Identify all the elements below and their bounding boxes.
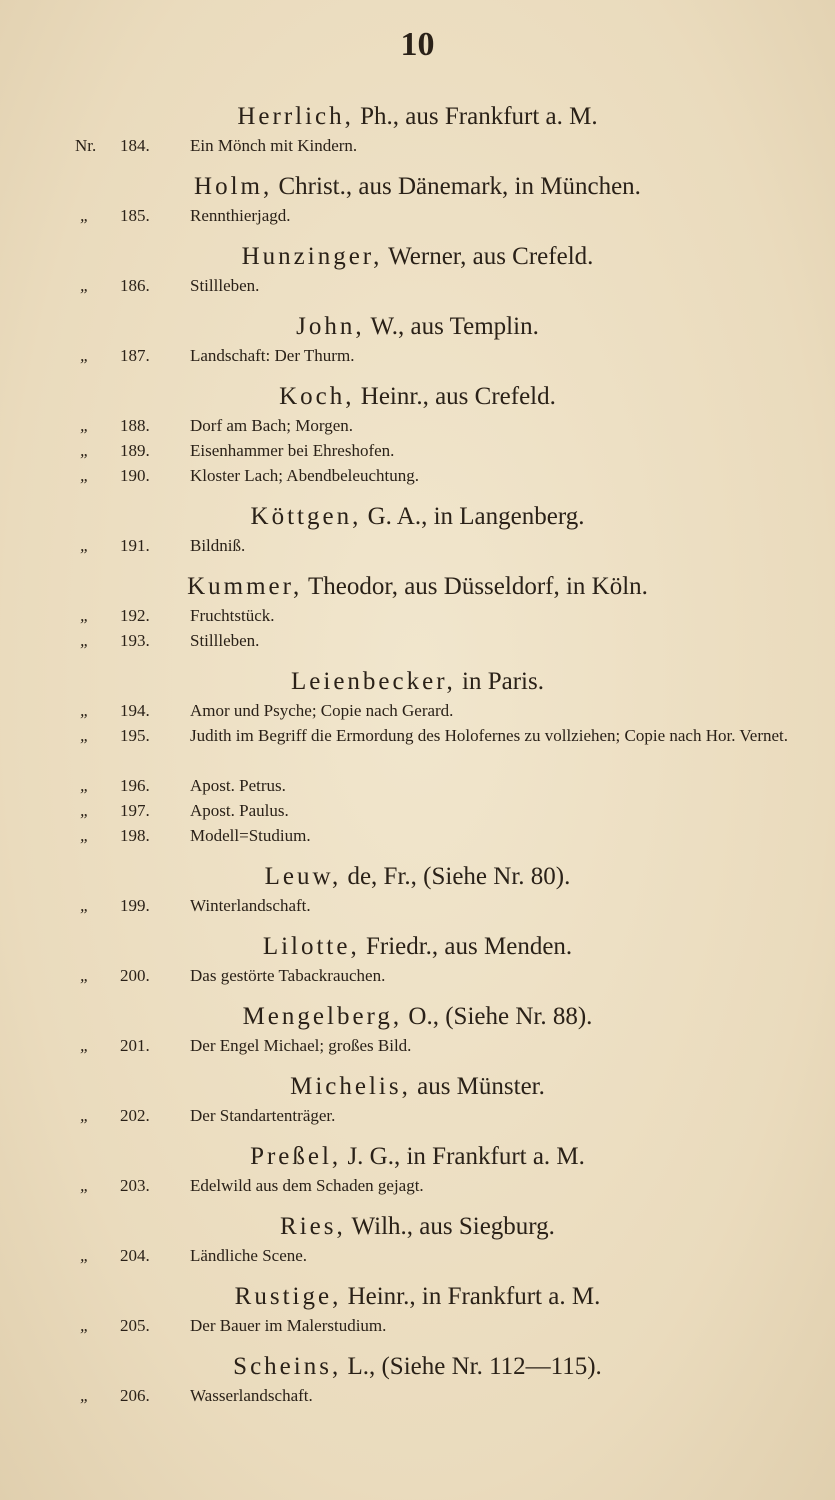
artist-details: Christ., aus Dänemark, in München. (272, 173, 641, 200)
entry-number: 189. (120, 441, 150, 460)
work-entry (0, 413, 835, 438)
artist-heading (0, 310, 835, 343)
entry-number: 194. (120, 701, 150, 720)
entry-number: 206. (120, 1386, 150, 1405)
work-title: Der Bauer im Malerstudium. (190, 1316, 387, 1335)
work-entry (0, 823, 835, 848)
artist-surname: Leuw, (264, 863, 342, 890)
artist-details: in Paris. (455, 668, 544, 695)
entry-prefix: „ (80, 276, 90, 295)
artist-surname: Holm, (194, 173, 273, 200)
work-title: Stillleben. (190, 276, 260, 295)
artist-surname: Mengelberg, (242, 1003, 403, 1030)
work-entry (0, 893, 835, 918)
artist-surname: Ries, (280, 1213, 346, 1240)
work-title: Das gestörte Tabackrauchen. (190, 966, 386, 985)
artist-heading (0, 1000, 835, 1033)
entry-prefix: „ (80, 631, 90, 650)
entry-number: 196. (120, 776, 150, 795)
work-entry (0, 1173, 835, 1198)
work-entry (0, 343, 835, 368)
artist-surname: Koch, (279, 383, 355, 410)
artist-details: L., (Siehe Nr. 112—115). (341, 1353, 602, 1380)
entry-prefix: „ (80, 701, 90, 720)
work-title: Ländliche Scene. (190, 1246, 308, 1265)
entry-prefix: „ (80, 206, 90, 225)
entry-prefix: „ (80, 896, 90, 915)
artist-heading (0, 1070, 835, 1103)
work-entry (0, 603, 835, 628)
entry-prefix: „ (80, 606, 90, 625)
artist-details: Ph., aus Frankfurt a. M. (353, 103, 598, 130)
entry-number: 190. (120, 466, 150, 485)
work-entry (0, 533, 835, 558)
entry-number: 199. (120, 896, 150, 915)
artist-details: de, Fr., (Siehe Nr. 80). (341, 863, 571, 890)
entry-number: 200. (120, 966, 150, 985)
artist-surname: Köttgen, (250, 503, 362, 530)
artist-heading (0, 240, 835, 273)
work-entry (0, 1243, 835, 1268)
artist-details: Heinr., aus Crefeld. (354, 383, 556, 410)
artist-heading (0, 100, 835, 133)
entry-number: 205. (120, 1316, 150, 1335)
entry-prefix: „ (80, 1176, 90, 1195)
artist-surname: Scheins, (233, 1353, 342, 1380)
work-title: Edelwild aus dem Schaden gejagt. (190, 1176, 424, 1195)
entry-prefix: „ (80, 346, 90, 365)
entry-number: 195. (120, 726, 150, 745)
artist-details: Theodor, aus Düsseldorf, in Köln. (302, 573, 648, 600)
artist-surname: Leienbecker, (291, 668, 456, 695)
work-entry (0, 773, 835, 798)
artist-surname: John, (296, 313, 365, 340)
work-entry (0, 463, 835, 488)
work-entry (0, 1103, 835, 1128)
work-title: Fruchtstück. (190, 606, 275, 625)
artist-heading (0, 930, 835, 963)
artist-surname: Herrlich, (237, 103, 354, 130)
work-entry (0, 273, 835, 298)
work-title: Wasserlandschaft. (190, 1386, 313, 1405)
artist-surname: Preßel, (250, 1143, 342, 1170)
entry-prefix: Nr. (75, 136, 97, 155)
entry-number: 188. (120, 416, 150, 435)
artist-surname: Lilotte, (262, 933, 360, 960)
work-entry (0, 723, 835, 773)
artist-details: Wilh., aus Siegburg. (345, 1213, 555, 1240)
entry-number: 184. (120, 136, 150, 155)
entry-number: 186. (120, 276, 150, 295)
work-title: Rennthierjagd. (190, 206, 291, 225)
work-entry (0, 1313, 835, 1338)
artist-surname: Rustige, (234, 1283, 342, 1310)
artist-details: G. A., in Langenberg. (361, 503, 585, 530)
entry-prefix: „ (80, 1386, 90, 1405)
artist-details: aus Münster. (410, 1073, 545, 1100)
artist-details: Friedr., aus Menden. (359, 933, 573, 960)
entry-prefix: „ (80, 776, 90, 795)
entry-number: 187. (120, 346, 150, 365)
artist-heading (0, 500, 835, 533)
work-entry (0, 628, 835, 653)
artist-heading (0, 1280, 835, 1313)
work-entry (0, 963, 835, 988)
artist-details: Werner, aus Crefeld. (382, 243, 594, 270)
entry-prefix: „ (80, 536, 90, 555)
work-entry (0, 133, 835, 158)
work-entry (0, 798, 835, 823)
artist-surname: Michelis, (290, 1073, 411, 1100)
work-entry (0, 203, 835, 228)
artist-heading (0, 860, 835, 893)
work-entry (0, 1033, 835, 1058)
entry-prefix: „ (80, 466, 90, 485)
artist-heading (0, 380, 835, 413)
artist-details: O., (Siehe Nr. 88). (402, 1003, 593, 1030)
page-number: 10 (400, 26, 435, 63)
work-title: Der Standartenträger. (190, 1106, 336, 1125)
entry-prefix: „ (80, 1316, 90, 1335)
entry-prefix: „ (80, 726, 90, 745)
entry-number: 185. (120, 206, 150, 225)
entry-number: 202. (120, 1106, 150, 1125)
entry-number: 191. (120, 536, 150, 555)
artist-details: Heinr., in Frankfurt a. M. (341, 1283, 601, 1310)
work-title: Dorf am Bach; Morgen. (190, 416, 354, 435)
artist-entries (0, 100, 835, 1408)
work-entry (0, 698, 835, 723)
entry-number: 198. (120, 826, 150, 845)
artist-heading (0, 170, 835, 203)
entry-prefix: „ (80, 966, 90, 985)
work-entry (0, 438, 835, 463)
entry-number: 193. (120, 631, 150, 650)
work-title: Stillleben. (190, 631, 260, 650)
artist-surname: Hunzinger, (241, 243, 383, 270)
entry-number: 197. (120, 801, 150, 820)
entry-number: 201. (120, 1036, 150, 1055)
entry-prefix: „ (80, 1246, 90, 1265)
entry-prefix: „ (80, 1036, 90, 1055)
artist-heading (0, 1140, 835, 1173)
entry-prefix: „ (80, 801, 90, 820)
artist-heading (0, 1350, 835, 1383)
entry-number: 204. (120, 1246, 150, 1265)
work-entry (0, 1383, 835, 1408)
work-title: Bildniß. (190, 536, 246, 555)
artist-details: J. G., in Frankfurt a. M. (341, 1143, 585, 1170)
artist-heading (0, 570, 835, 603)
artist-heading (0, 1210, 835, 1243)
work-title: Ein Mönch mit Kindern. (190, 136, 358, 155)
entry-prefix: „ (80, 416, 90, 435)
work-title: Amor und Psyche; Copie nach Gerard. (190, 701, 454, 720)
work-title: Winterlandschaft. (190, 896, 311, 915)
work-title: Eisenhammer bei Ehreshofen. (190, 441, 395, 460)
work-title: Apost. Petrus. (190, 776, 286, 795)
artist-heading (0, 665, 835, 698)
work-title: Judith im Begriff die Ermordung des Holofernes zu vollziehen; Copie nach Hor. Vernet. (190, 726, 789, 745)
artist-surname: Kummer, (187, 573, 303, 600)
entry-number: 192. (120, 606, 150, 625)
entry-prefix: „ (80, 826, 90, 845)
entry-prefix: „ (80, 1106, 90, 1125)
work-title: Landschaft: Der Thurm. (190, 346, 355, 365)
artist-details: W., aus Templin. (364, 313, 539, 340)
work-title: Modell=Studium. (190, 826, 311, 845)
entry-prefix: „ (80, 441, 90, 460)
work-title: Apost. Paulus. (190, 801, 289, 820)
work-title: Kloster Lach; Abendbeleuchtung. (190, 466, 419, 485)
entry-number: 203. (120, 1176, 150, 1195)
work-title: Der Engel Michael; großes Bild. (190, 1036, 412, 1055)
